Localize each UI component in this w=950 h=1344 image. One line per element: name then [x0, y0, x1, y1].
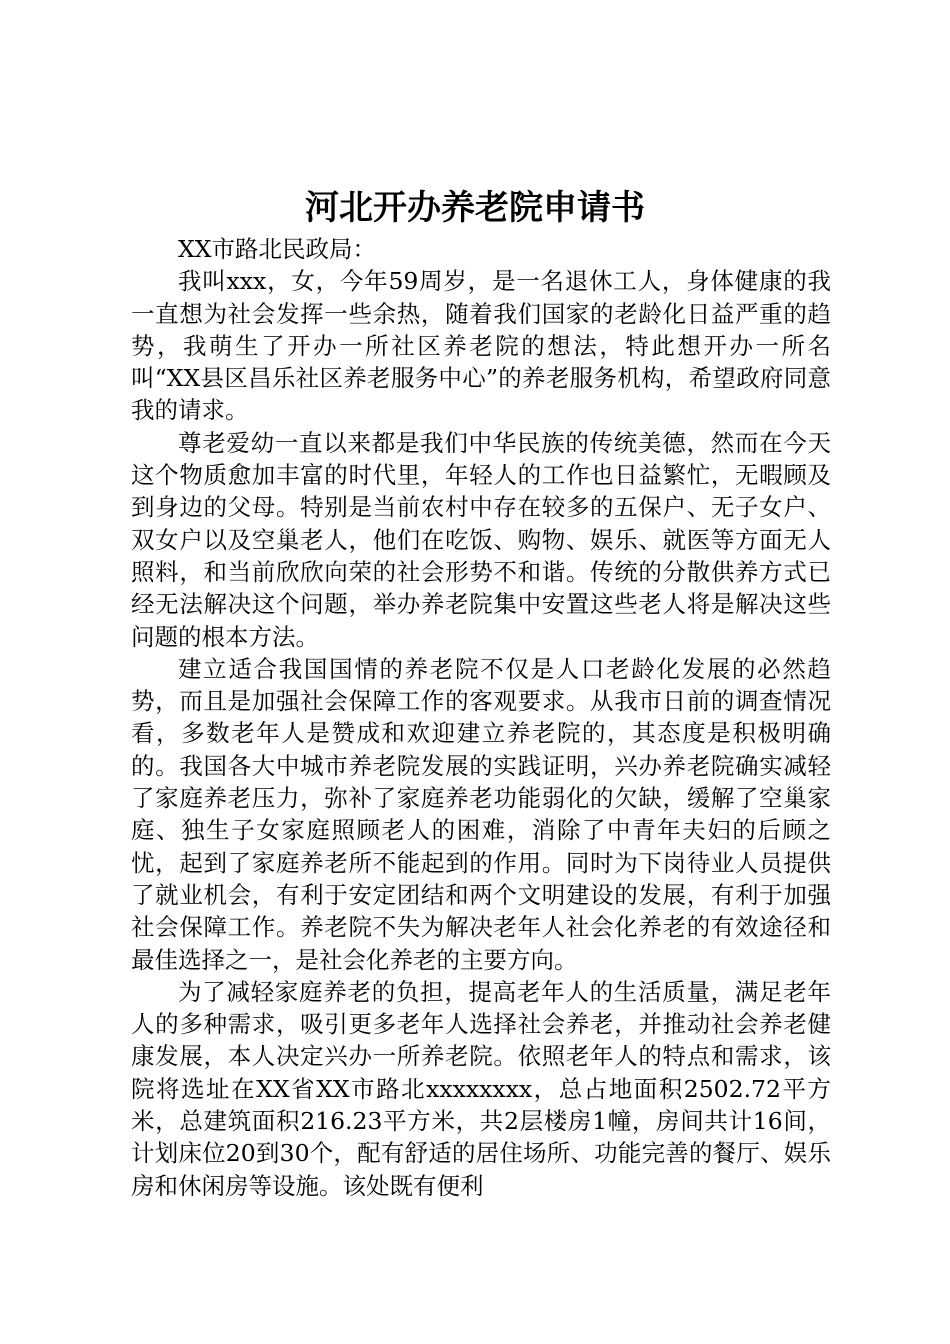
- paragraph-4: 为了减轻家庭养老的负担，提高老年人的生活质量，满足老年人的多种需求，吸引更多老年人选择社会养老，并推动社会养老健康发展，本人决定兴办一所养老院。依照老年人的特点和需求，该院将选址在XX省XX市路北xxxxxxxx，总占地面积2502.72平方米，总建筑面积216.23平方米，共2层楼房1幢，房间共计16间，计划床位20到30个，配有舒适的居住场所、功能完善的餐厅、娱乐房和休闲房等设施。该处既有便利: [131, 977, 831, 1200]
- salutation: XX市路北民政局：: [178, 235, 376, 263]
- paragraph-3: 建立适合我国国情的养老院不仅是人口老龄化发展的必然趋势，而且是加强社会保障工作的客观要求。从我市日前的调查情况看，多数老年人是赞成和欢迎建立养老院的，其态度是积极明确的。我国各大中城市养老院发展的实践证明，兴办养老院确实减轻了家庭养老压力，弥补了家庭养老功能弱化的欠缺，缓解了空巢家庭、独生子女家庭照顾老人的困难，消除了中青年夫妇的后顾之忧，起到了家庭养老所不能起到的作用。同时为下岗待业人员提供了就业机会，有利于安定团结和两个文明建设的发展，有利于加强社会保障工作。养老院不失为解决老年人社会化养老的有效途径和最佳选择之一，是社会化养老的主要方向。: [131, 654, 831, 974]
- paragraph-1: 我叫xxx，女，今年59周岁，是一名退休工人，身体健康的我一直想为社会发挥一些余热，随着我们国家的老龄化日益严重的趋势，我萌生了开办一所社区养老院的想法，特此想开办一所名叫“XX县区昌乐社区养老服务中心”的养老服务机构，希望政府同意我的请求。: [131, 267, 831, 425]
- document-title: 河北开办养老院申请书: [305, 188, 645, 228]
- paragraph-2: 尊老爱幼一直以来都是我们中华民族的传统美德，然而在今天这个物质愈加丰富的时代里，年轻人的工作也日益繁忙，无暇顾及到身边的父母。特别是当前农村中存在较多的五保户、无子女户、双女户以及空巢老人，他们在吃饭、购物、娱乐、就医等方面无人照料，和当前欣欣向荣的社会形势不和谐。传统的分散供养方式已经无法解决这个问题，举办养老院集中安置这些老人将是解决这些问题的根本方法。: [131, 428, 831, 651]
- document-body: [131, 233, 831, 1202]
